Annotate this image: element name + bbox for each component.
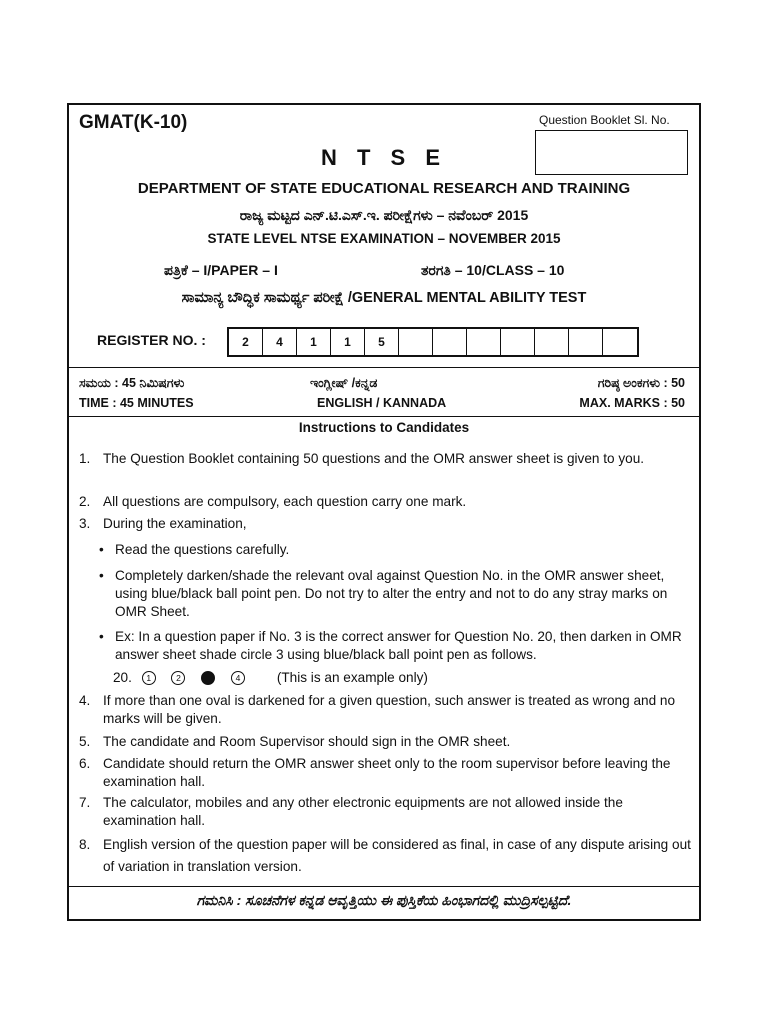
question-booklet-cover [67,103,701,921]
instruction-text: The candidate and Room Supervisor should sign in the OMR sheet. [103,734,511,749]
register-digit-cell [467,329,501,355]
omr-example [113,670,428,685]
example-option-4: 4 [231,671,245,685]
kannada-footer-note: ಗಮನಿಸಿ : ಸೂಚನೆಗಳ ಕನ್ನಡ ಆವೃತ್ತಿಯು ಈ ಪುಸ್ತಿಕೆಯ ಹಿಂಭಾಗದಲ್ಲಿ ಮುದ್ರಿಸಲ್ಪಟ್ಟಿದೆ. [196,892,572,908]
divider [69,367,699,368]
instruction-number: 3. [79,516,91,531]
register-digit-cell: 5 [365,329,399,355]
register-digit-cell [433,329,467,355]
booklet-sl-label: Question Booklet Sl. No. [539,113,670,127]
max-marks-label: MAX. MARKS : 50 [579,396,685,410]
instructions-title: Instructions to Candidates [298,420,470,435]
instruction-number: 1. [79,451,91,466]
time-label: TIME : 45 MINUTES [79,396,194,410]
instruction-number: 5. [79,734,91,749]
register-digit-cell: 4 [263,329,297,355]
register-digit-cell [501,329,535,355]
instruction-number: 4. [79,693,91,708]
language-label: ENGLISH / KANNADA [317,396,447,410]
instruction-text: English version of the question paper will be considered as final, in case of any dispute arising out of variation in translation version. [103,837,691,874]
register-digit-cell [535,329,569,355]
instruction-bullet [99,567,691,621]
register-number-grid [227,327,639,357]
register-digit-cell: 1 [331,329,365,355]
instruction-text: Candidate should return the OMR answer sheet only to the room supervisor before leaving the examination hall. [103,756,671,789]
divider [69,416,699,417]
instruction-bullet [99,628,691,664]
divider [69,886,699,887]
bullet-icon: • [99,542,104,557]
register-digit-cell [399,329,433,355]
kannada-language: ಇಂಗ್ಲೀಷ್ /ಕನ್ನಡ [310,376,378,390]
example-note: (This is an example only) [276,670,428,685]
bullet-text: Ex: In a question paper if No. 3 is the correct answer for Question No. 20, then darken in OMR answer sheet shade circle 3 using blue/black ball point pen as follows. [115,629,682,662]
instruction-item [79,733,691,751]
bullet-icon: • [99,568,104,583]
paper-code: GMAT(K-10) [79,112,188,133]
instruction-text: During the examination, [103,516,247,531]
bullet-icon: • [99,629,104,644]
instruction-item [79,450,691,468]
instruction-item [79,794,691,830]
register-digit-cell [603,329,637,355]
instruction-text: The Question Booklet containing 50 questions and the OMR answer sheet is given to you. [103,451,645,466]
instruction-number: 6. [79,756,91,771]
instruction-bullet [99,541,691,559]
paper-label: ಪತ್ರಿಕೆ – I/PAPER – I [164,262,278,278]
instruction-number: 2. [79,494,91,509]
instruction-text: The calculator, mobiles and any other electronic equipments are not allowed inside the examination hall. [103,795,623,828]
instruction-text: All questions are compulsory, each question carry one mark. [103,494,467,509]
instruction-item [79,755,691,791]
example-option-3-filled [201,671,215,685]
example-question-number: 20. [113,670,132,685]
instruction-item [79,493,691,511]
instruction-number: 8. [79,837,91,852]
example-option-2: 2 [171,671,185,685]
instruction-number: 7. [79,795,91,810]
class-label: ತರಗತಿ – 10/CLASS – 10 [421,262,565,278]
register-label: REGISTER NO. : [97,332,206,348]
instruction-text: If more than one oval is darkened for a given question, such answer is treated as wrong and no marks will be given. [103,693,676,726]
instruction-item [79,515,691,533]
kannada-marks: ಗರಿಷ್ಠ ಅಂಕಗಳು : 50 [597,376,685,390]
subject-title: ಸಾಮಾನ್ಯ ಬೌದ್ಧಿಕ ಸಾಮರ್ಥ್ಯ ಪರೀಕ್ಷೆ /GENERAL MENTAL ABILITY TEST [181,290,587,306]
example-option-1: 1 [142,671,156,685]
instruction-item [79,834,691,878]
exam-subtitle: STATE LEVEL NTSE EXAMINATION – NOVEMBER 2015 [207,231,561,246]
instruction-item [79,692,691,728]
register-digit-cell [569,329,603,355]
department-name: DEPARTMENT OF STATE EDUCATIONAL RESEARCH AND TRAINING [137,180,631,197]
register-digit-cell: 2 [229,329,263,355]
register-digit-cell: 1 [297,329,331,355]
kannada-time: ಸಮಯ : 45 ನಿಮಿಷಗಳು [79,376,185,390]
bullet-text: Read the questions carefully. [115,542,290,557]
exam-title: N T S E [320,145,447,170]
bullet-text: Completely darken/shade the relevant oval against Question No. in the OMR answer sheet, using blue/black ball point pen. Do not try to alter the entry and not to do any stray marks on OMR Sheet. [115,568,668,619]
kannada-exam-title: ರಾಜ್ಯ ಮಟ್ಟದ ಎನ್.ಟಿ.ಎಸ್.ಇ. ಪರೀಕ್ಷೆಗಳು – ನವೆಂಬರ್ 2015 [239,207,529,223]
